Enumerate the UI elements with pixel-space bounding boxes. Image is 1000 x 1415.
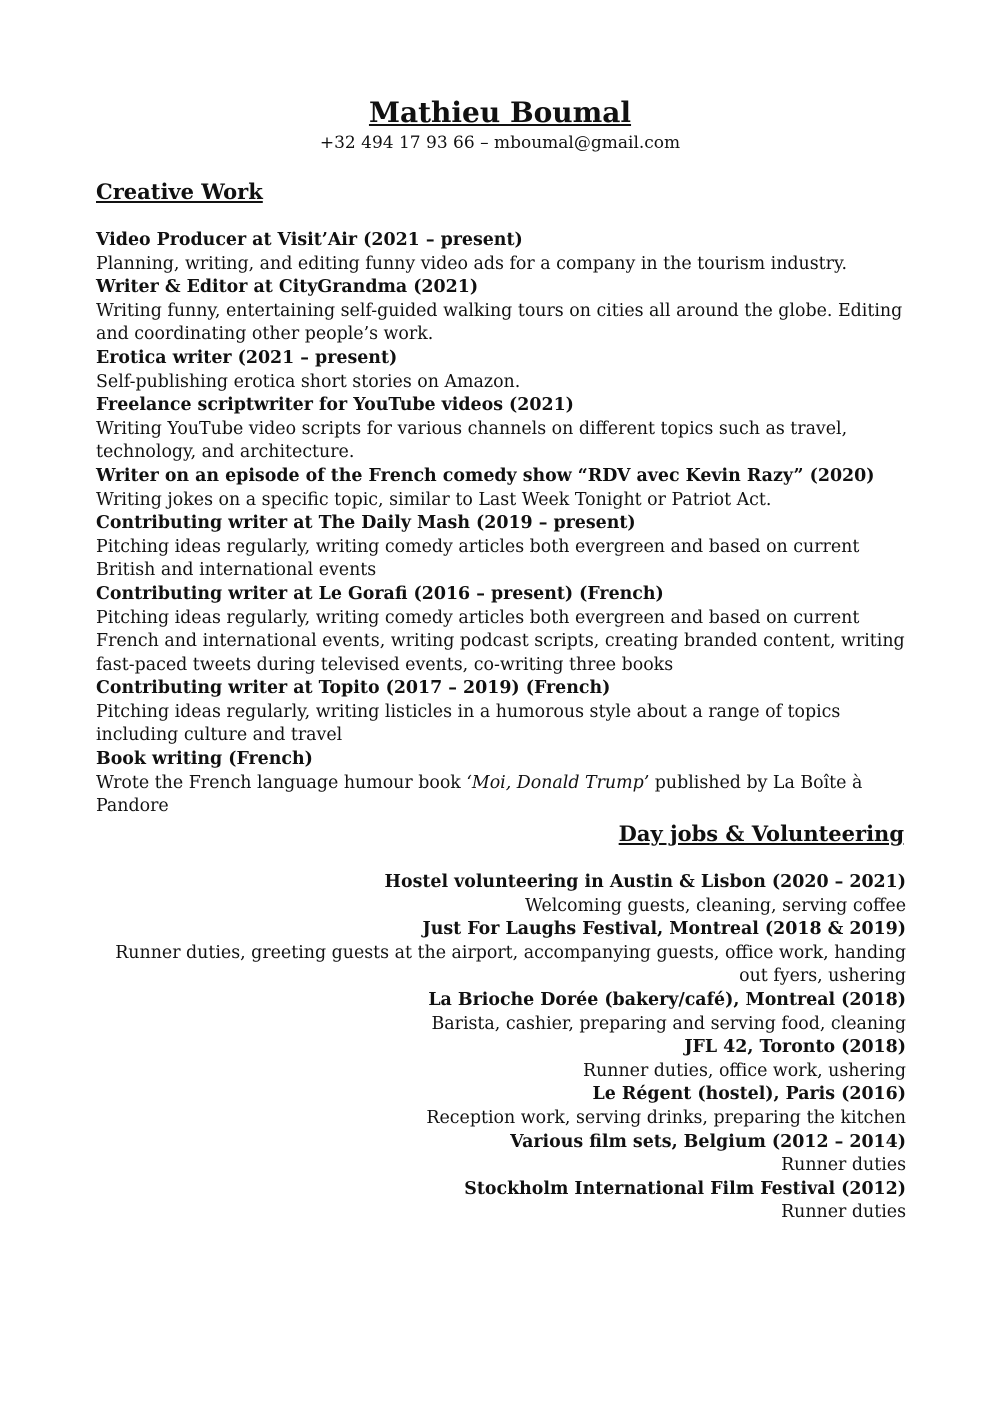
entry-title: Writer on an episode of the French comedy show “RDV avec Kevin Razy” (2020) [96,465,875,486]
day-jobs-heading: Day jobs & Volunteering [618,821,904,846]
entry-description-text: published by La Boîte à Pandore [96,772,863,817]
entry-description: Writing funny, entertaining self-guided walking tours on cities all around the globe. Editing and coordinating other people’s work. [96,300,903,345]
creative-entry [96,276,906,347]
entry-title: Stockholm International Film Festival (2012) [464,1178,906,1199]
entry-description: Runner duties, greeting guests at the airport, accompanying guests, office work, handing out fyers, ushering [115,942,906,987]
entry-title: Le Régent (hostel), Paris (2016) [592,1084,906,1105]
entry-title: Video Producer at Visit’Air (2021 – present) [96,230,523,250]
entry-title: JFL 42, Toronto (2018) [684,1037,906,1058]
entry-title: Various film sets, Belgium (2012 – 2014) [510,1131,906,1152]
creative-entry [96,583,906,677]
job-entry [96,1131,906,1178]
entry-description [96,772,906,819]
entry-description: Barista, cashier, preparing and serving food, cleaning [431,1013,906,1034]
creative-entry [96,347,906,394]
job-entry [96,989,906,1036]
entry-description: Pitching ideas regularly, writing comedy articles both evergreen and based on current British and international events [96,536,860,581]
entry-title: Freelance scriptwriter for YouTube videos (2021) [96,395,574,416]
entry-description: Pitching ideas regularly, writing listicles in a humorous style about a range of topics including culture and travel [96,701,841,746]
entry-description: Pitching ideas regularly, writing comedy articles both evergreen and based on current French and international events, writing podcast scripts, creating branded content, writing fast-paced tweets during televised events, co-writing three books [96,607,905,675]
entry-description: Writing YouTube video scripts for various channels on different topics such as travel, technology, and architecture. [96,418,848,463]
creative-entry [96,394,906,465]
creative-entry [96,465,906,512]
entry-title: Contributing writer at Le Gorafi (2016 – present) (French) [96,583,664,604]
entry-title: Contributing writer at The Daily Mash (2019 – present) [96,513,636,534]
creative-entry [96,229,906,276]
entry-title: Contributing writer at Topito (2017 – 2019) (French) [96,678,611,699]
entry-description: Self-publishing erotica short stories on Amazon. [96,371,521,392]
entry-title: Hostel volunteering in Austin & Lisbon (2020 – 2021) [384,872,906,892]
entry-description: Runner duties, office work, ushering [582,1060,906,1081]
creative-entry [96,677,906,748]
entry-title: La Brioche Dorée (bakery/café), Montreal (2018) [428,989,906,1010]
job-entry [96,1036,906,1083]
creative-work-section [96,229,906,819]
entry-description: Runner duties [781,1202,906,1223]
day-jobs-section [96,871,906,1225]
entry-title: Book writing (French) [96,749,313,770]
job-entry [96,871,906,918]
entry-description-text: Wrote the French language humour book [96,772,467,793]
creative-entry [96,512,906,583]
entry-description: Reception work, serving drinks, preparing the kitchen [426,1107,906,1128]
entry-description: Runner duties [781,1155,906,1176]
entry-description: Writing jokes on a specific topic, similar to Last Week Tonight or Patriot Act. [96,489,772,510]
entry-description: Planning, writing, and editing funny video ads for a company in the tourism industry. [96,253,847,274]
job-entry [96,1083,906,1130]
job-entry [96,1178,906,1225]
entry-title: Erotica writer (2021 – present) [96,347,398,368]
job-entry [96,918,906,989]
book-title: ‘Moi, Donald Trump’ [466,772,650,793]
entry-title: Writer & Editor at CityGrandma (2021) [96,277,479,298]
candidate-name: Mathieu Boumal [368,96,632,129]
entry-description: Welcoming guests, cleaning, serving coffee [525,895,906,916]
creative-entry [96,748,906,819]
entry-title: Just For Laughs Festival, Montreal (2018 & 2019) [422,919,906,940]
contact-line: +32 494 17 93 66 – mboumal@gmail.com [319,133,681,153]
creative-work-heading: Creative Work [96,179,263,204]
